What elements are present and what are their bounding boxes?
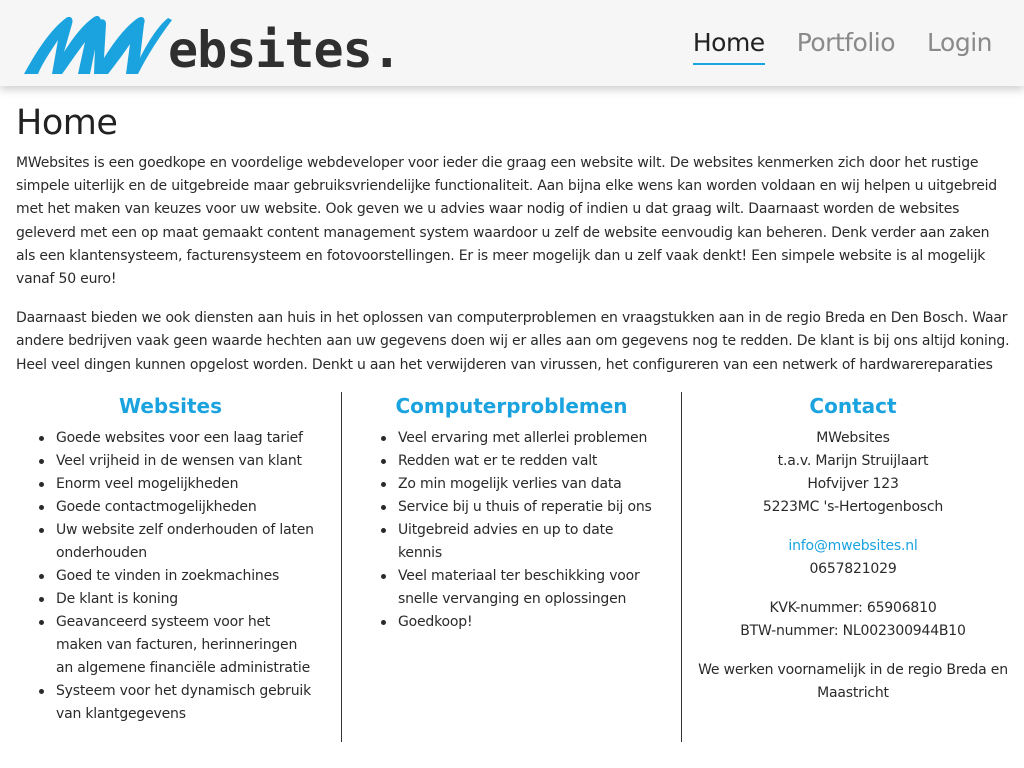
list-item: De klant is koning — [56, 588, 318, 611]
page-title: Home — [16, 103, 118, 143]
list-item: Enorm veel mogelijkheden — [56, 473, 318, 496]
region-note: We werken voornamelijk in de regio Breda en Maastricht — [698, 662, 1008, 701]
email-link[interactable]: info@mwebsites.nl — [788, 538, 918, 554]
list-item: Systeem voor het dynamisch gebruik van klantgegevens — [56, 680, 318, 726]
list-item: Veel materiaal ter beschikking voor snelle vervanging en oplossingen — [398, 565, 660, 611]
websites-title: Websites — [118, 394, 223, 418]
feature-columns — [0, 392, 1024, 742]
address-block — [682, 427, 1024, 519]
street-address: Hofvijver 123 — [807, 476, 899, 492]
mw-logo-mark-icon — [22, 12, 172, 80]
city-address: 5223MC 's-Hertogenbosch — [762, 499, 944, 515]
computer-list — [398, 427, 660, 634]
list-item: Uw website zelf onderhouden of laten onderhouden — [56, 519, 318, 565]
list-item: Zo min mogelijk verlies van data — [398, 473, 660, 496]
main-content — [16, 100, 1010, 393]
kvk-number: KVK-nummer: 65906810 — [769, 600, 937, 616]
websites-column — [0, 392, 342, 742]
nav-portfolio[interactable]: Portfolio — [796, 28, 896, 57]
list-item: Veel vrijheid in de wensen van klant — [56, 450, 318, 473]
websites-list — [56, 427, 318, 726]
list-item: Uitgebreid advies en up to date kennis — [398, 519, 660, 565]
list-item: Goed te vinden in zoekmachines — [56, 565, 318, 588]
company-name: MWebsites — [816, 430, 890, 446]
contact-column — [682, 392, 1024, 742]
list-item: Service bij u thuis of reperatie bij ons — [398, 496, 660, 519]
contact-block — [682, 535, 1024, 581]
computer-column — [342, 392, 682, 742]
nav-login[interactable]: Login — [927, 28, 992, 57]
phone-number: 0657821029 — [809, 561, 897, 577]
intro-paragraph: MWebsites is een goedkope en voordelige webdeveloper voor ieder die graag een website wilt. De websites kenmerken zich door het rustige simpele uiterlijk en de uitgebreide maar gebruiksvriendelijke functionaliteit. Aan bijna elke wens kan worden voldaan en wij helpen u uitgebreid met het maken van keuzes voor uw website. Ook geven we u advies waar nodig of indien u dat graag wilt. Daarnaast worden de websites geleverd met een op maat gemaakt content management system waardoor u zelf de website eenvoudig kan beheren. Denk verder aan zaken als een klantensysteem, facturensysteem en fotovoorstellingen. Er is meer mogelijk dan u zelf vaak denkt! Een simpele website is al mogelijk vanaf 50 euro! — [16, 155, 997, 288]
list-item: Redden wat er te redden valt — [398, 450, 660, 473]
list-item: Veel ervaring met allerlei problemen — [398, 427, 660, 450]
logo-wordmark: ebsites. — [168, 21, 401, 79]
btw-number: BTW-nummer: NL002300944B10 — [740, 623, 966, 639]
contact-title: Contact — [809, 394, 897, 418]
list-item: Geavanceerd systeem voor het maken van facturen, herinneringen an algemene financiële administratie — [56, 611, 318, 680]
attention-line: t.a.v. Marijn Struijlaart — [777, 453, 929, 469]
computer-title: Computerproblemen — [395, 394, 628, 418]
list-item: Goedkoop! — [398, 611, 660, 634]
list-item: Goede contactmogelijkheden — [56, 496, 318, 519]
nav-home[interactable]: Home — [693, 26, 765, 65]
site-header — [0, 0, 1024, 86]
site-logo[interactable] — [22, 12, 401, 80]
main-nav — [693, 26, 992, 65]
registration-block — [682, 597, 1024, 643]
services-paragraph: Daarnaast bieden we ook diensten aan huis in het oplossen van computerproblemen en vraagstukken aan in de regio Breda en Den Bosch. Waar andere bedrijven vaak geen waarde hechten aan uw gegevens doen wij er alles aan om gegevens nog te redden. De klant is bij ons altijd koning. Heel veel dingen kunnen opgelost worden. Denkt u aan het verwijderen van virussen, het configureren van een netwerk of hardwarereparaties — [16, 310, 1010, 373]
contact-details — [682, 427, 1024, 705]
list-item: Goede websites voor een laag tarief — [56, 427, 318, 450]
